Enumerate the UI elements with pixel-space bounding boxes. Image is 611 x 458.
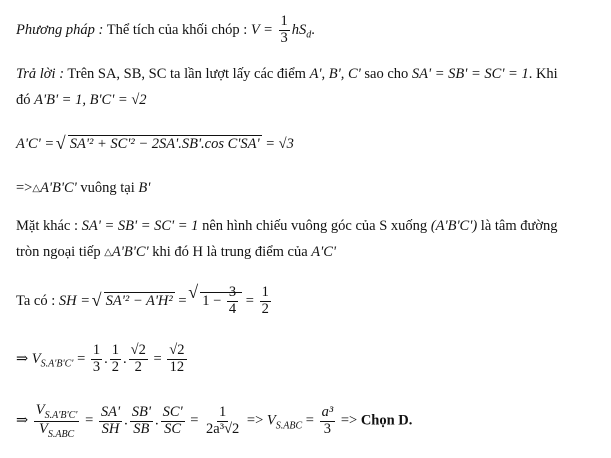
answer-line-1: Trả lời : Trên SA, SB, SC ta lần lượt lấy các điểm A', B', C' sao cho SA' = SB' = SC' = 1. Khi [16,66,558,82]
answer-label: Trả lời : [16,66,65,82]
answer-text: Trên SA, SB, SC ta lần lượt lấy các điểm [67,66,306,82]
other-side-line-1: Mặt khác : SA' = SB' = SC' = 1 nên hình chiếu vuông góc của S xuống (A'B'C') là tâm đường [16,218,558,234]
answer-choice: Chọn D. [360,412,413,429]
method-line: Phương pháp : Thể tích của khối chóp : V = $\frac{1}{3}$ $hS_d$. [16,13,315,46]
ac-formula: A'C' = √ SA'² + SC'² − 2SA'.SB'.cos C'SA' = √3 [16,136,294,153]
other-side-line-2: tròn ngoại tiếp △A'B'C' khi đó H là trung điểm của A'C' [16,244,337,260]
sh-formula: Ta có : SH = √ SA'² − A'H² = √ 1 − $\frac{3}{4}$ = $\frac{1}{2}$ [16,285,273,318]
answer-points: A', B', C' [309,66,361,82]
method-label: Phương pháp : [16,21,104,38]
method-formula-left: V = [250,21,273,38]
answer-line-2: đó A'B' = 1, B'C' = √2 [16,92,147,108]
volume-formula-2: ⇒ $\frac{V_{S.A'B'C'}}{V_{S.ABC}}$ = $\frac{SA'}{SH}$ . $\frac{SB'}{SB}$ . $\frac{SC'}{SC}$ = $\frac{1}{\text{2a³√2}}$ => $V_{S.ABC}$ = $\frac{\text{a³}}{3}$ => Chọn D. [16,402,413,440]
triangle-symbol: △ [32,183,41,194]
method-formula-sub: d [306,29,312,41]
ac-sqrt: √ SA'² + SC'² − 2SA'.SB'.cos C'SA' [58,136,262,153]
other-side-label: Mặt khác : [16,218,79,234]
method-formula-right: hS [291,21,307,38]
method-text: Thể tích của khối chóp : [106,21,248,38]
answer-eq-2: A'B' = 1, B'C' = √2 [34,92,147,108]
volume-formula-1: ⇒ $V_{S.A'B'C'}$ = $\frac{1}{3}$ . $\frac{1}{2}$ . $\frac{√2}{2}$ = $\frac{√2}{12}$ [16,342,185,375]
answer-eq: SA' = SB' = SC' = 1 [411,66,529,82]
right-triangle-line: =>△A'B'C' vuông tại B' [16,180,151,196]
method-fraction: $\frac{1}{3}$ [280,13,288,46]
